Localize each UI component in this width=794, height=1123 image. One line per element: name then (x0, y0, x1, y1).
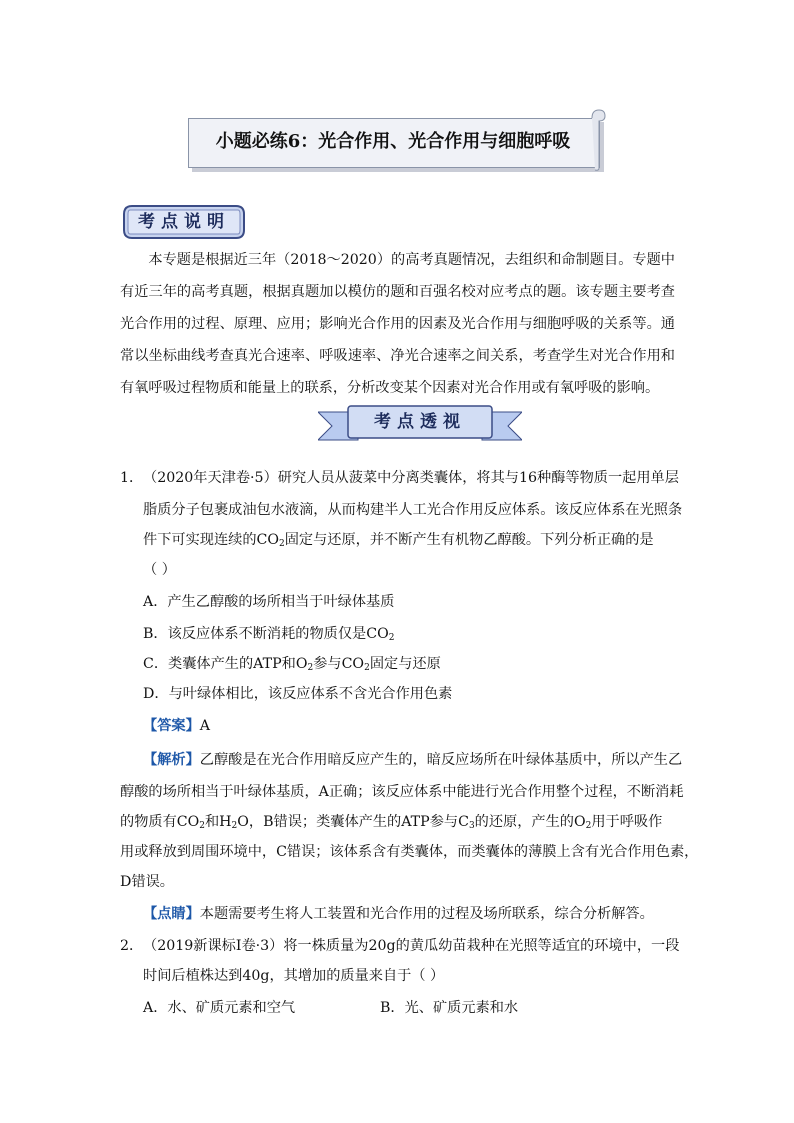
analysis-line: 醇酸的场所相当于叶绿体基质，A正确；该反应体系中能进行光合作用整个过程，不断消耗 (120, 784, 684, 800)
section-intro-paragraph: 本专题是根据近三年（2018～2020）的高考真题情况，去组织和命制题目。专题中有近三年的高考真题，根据真题加以模仿的题和百强名校对应考点的题。该专题主要考查光合作用的过程、原理、应用；影响光合作用的因素及光合作用与细胞呼吸的关系等。通常以坐标曲线考查真光合速率、呼吸速率、净光合速率之间关系，考查学生对光合作用和有氧呼吸过程物质和能量上的联系，分析改变某个因素对光合作用或有氧呼吸的影响。 (120, 252, 675, 396)
option-b: B．该反应体系不断消耗的物质仅是$CO_2$ (143, 626, 395, 643)
question-text-line: 脂质分子包裹成油包水液滴，从而构建半人工光合作用反应体系。该反应体系在光照条 (143, 502, 683, 518)
answer-blank: （ ） (143, 562, 176, 578)
question-number: 1． (120, 470, 144, 486)
answer-line: 【答案】A (143, 718, 211, 734)
section-badge-kaodian-shuoming: 考点说明 (138, 212, 230, 232)
page-title: 小题必练6：光合作用、光合作用与细胞呼吸 (215, 131, 571, 152)
tip-line: 【点睛】本题需要考生将人工装置和光合作用的过程及场所联系，综合分析解答。 (143, 906, 654, 922)
analysis-line: 的物质有$CO_2$和$H_2O$，B错误；类囊体产生的ATP参与$C_3$的还原，产生的$O_2$用于呼吸作 (120, 814, 663, 831)
option-d: D．与叶绿体相比，该反应体系不含光合作用色素 (143, 686, 453, 702)
option-a: A．产生乙醇酸的场所相当于叶绿体基质 (143, 594, 395, 610)
section-badge-kaodian-toushi: 考点透视 (374, 412, 466, 432)
question-text-line: 件下可实现连续的$CO_2$固定与还原，并不断产生有机物乙醇酸。下列分析正确的是 (143, 532, 654, 549)
analysis-line: D错误。 (120, 874, 174, 890)
option-c: C．类囊体产生的ATP和$O_2$参与$CO_2$固定与还原 (143, 656, 441, 673)
answer-tag: 【答案】 (143, 718, 200, 734)
option-a: A．水、矿质元素和空气 (143, 1000, 296, 1016)
analysis-line: 【解析】乙醇酸是在光合作用暗反应产生的，暗反应场所在叶绿体基质中，所以产生乙 (143, 752, 683, 768)
question-text-line: 时间后植株达到40g，其增加的质量来自于（ ） (143, 968, 445, 984)
question-text-line: （2019新课标I卷·3）将一株质量为20g的黄瓜幼苗栽种在光照等适宜的环境中，一段 (143, 938, 680, 954)
analysis-line: 用或释放到周围环境中，C错误；该体系含有类囊体，而类囊体的薄膜上含有光合作用色素， (120, 844, 699, 860)
analysis-tag: 【解析】 (143, 752, 200, 768)
question-number: 2． (120, 938, 144, 954)
tip-tag: 【点睛】 (143, 906, 200, 922)
option-b: B．光、矿质元素和水 (380, 1000, 519, 1016)
question-text-line: （2020年天津卷·5）研究人员从菠菜中分离类囊体，将其与16种酶等物质一起用单层 (143, 470, 679, 486)
